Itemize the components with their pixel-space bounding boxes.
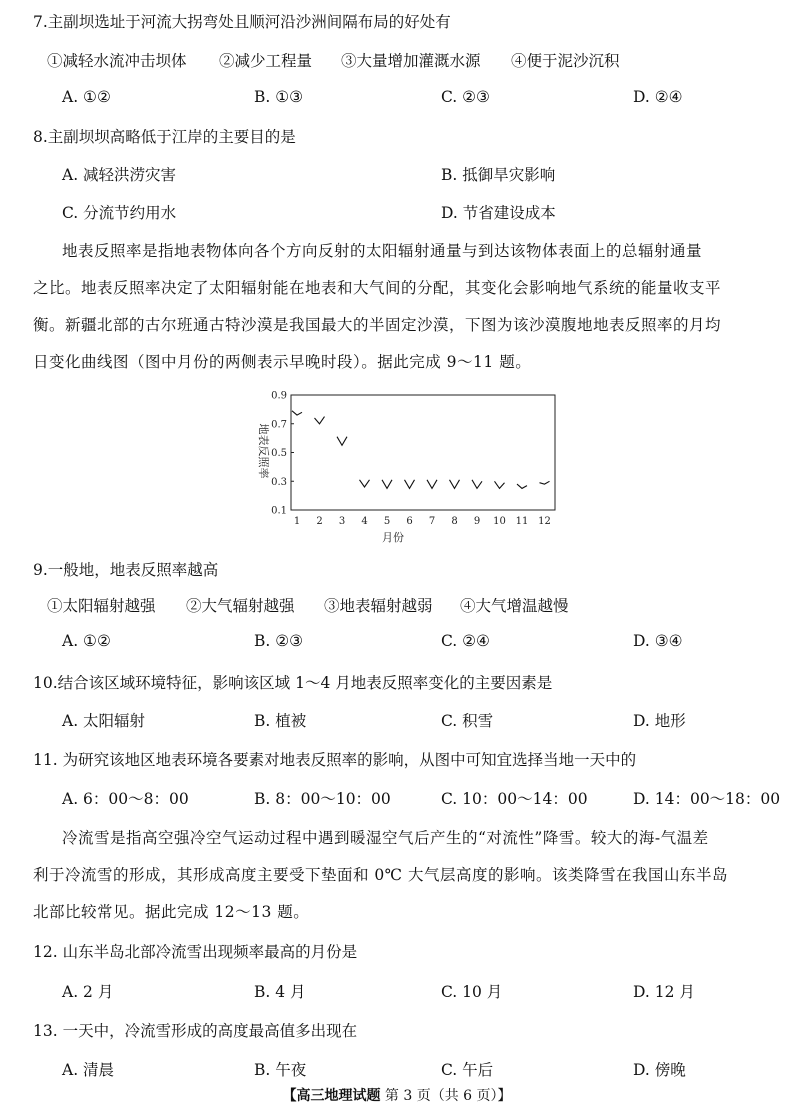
q13-option-a: A. 清晨 <box>62 1061 115 1079</box>
y-tick-label: 0.5 <box>271 448 287 459</box>
q11-stem: 11. 为研究该地区地表环境各要素对地表反照率的影响，从图中可知宜选择当地一天中的 <box>33 751 637 769</box>
q7-item-3: ③大量增加灌溉水源 <box>341 52 481 70</box>
q7-option-b: B. ①③ <box>254 88 304 106</box>
albedo-curve-month-12 <box>540 481 550 484</box>
y-tick-label: 0.7 <box>271 419 287 431</box>
q9-option-a: A. ①② <box>62 632 111 650</box>
x-tick-label: 8 <box>451 516 458 527</box>
q13-option-d: D. 傍晚 <box>633 1061 686 1079</box>
albedo-curve-month-4 <box>360 480 370 487</box>
q9-option-c: C. ②④ <box>441 632 490 650</box>
x-tick-label: 6 <box>406 516 413 527</box>
q12-option-d: D. 12 月 <box>633 983 695 1001</box>
q9-option-b: B. ②③ <box>254 632 304 650</box>
q11-option-d: D. 14：00～18：00 <box>633 790 781 808</box>
q13-stem: 13. 一天中，冷流雪形成的高度最高值多出现在 <box>33 1022 358 1040</box>
q8-option-a: A. 减轻洪涝灾害 <box>62 166 177 184</box>
x-tick-label: 4 <box>361 516 368 527</box>
q10-option-b: B. 植被 <box>254 712 307 730</box>
q13-option-c: C. 午后 <box>441 1061 494 1079</box>
passage2-line-1: 冷流雪是指高空强冷空气运动过程中遇到暖湿空气后产生的“对流性”降雪。较大的海-气温差 <box>62 829 709 847</box>
x-tick-label: 10 <box>493 516 506 527</box>
q12-option-c: C. 10 月 <box>441 983 503 1001</box>
passage1-line-2: 之比。地表反照率决定了太阳辐射能在地表和大气间的分配，其变化会影响地气系统的能量收支平 <box>33 279 722 297</box>
q10-option-a: A. 太阳辐射 <box>62 712 146 730</box>
q8-option-b: B. 抵御旱灾影响 <box>441 166 556 184</box>
q9-item-1: ①太阳辐射越强 <box>47 597 156 615</box>
q7-option-c: C. ②③ <box>441 88 490 106</box>
albedo-curve-month-7 <box>427 480 437 489</box>
x-tick-label: 2 <box>316 516 323 527</box>
q7-option-a: A. ①② <box>62 88 111 106</box>
q11-option-b: B. 8：00～10：00 <box>254 790 391 808</box>
albedo-chart <box>240 386 560 546</box>
x-tick-label: 3 <box>338 516 346 527</box>
albedo-curve-month-10 <box>495 481 505 488</box>
q12-stem: 12. 山东半岛北部冷流雪出现频率最高的月份是 <box>33 943 358 961</box>
passage1-line-4: 日变化曲线图（图中月份的两侧表示早晚时段）。据此完成 9～11 题。 <box>33 353 532 371</box>
passage2-line-3: 北部比较常见。据此完成 12～13 题。 <box>33 903 310 921</box>
x-tick-label: 9 <box>473 516 481 527</box>
albedo-curve-month-2 <box>315 417 325 424</box>
q9-item-2: ②大气辐射越强 <box>186 597 295 615</box>
y-tick-label: 0.3 <box>271 476 287 488</box>
q10-option-d: D. 地形 <box>633 712 686 730</box>
q8-option-c: C. 分流节约用水 <box>62 204 177 222</box>
q7-item-2: ②减少工程量 <box>219 52 313 70</box>
q7-item-4: ④便于泥沙沉积 <box>511 52 620 70</box>
albedo-curve-month-3 <box>337 437 347 446</box>
q12-option-b: B. 4 月 <box>254 983 306 1001</box>
chart-x-axis-label: 月份 <box>382 531 404 544</box>
q9-item-3: ③地表辐射越弱 <box>324 597 433 615</box>
y-tick-label: 0.1 <box>271 505 287 517</box>
x-tick-label: 7 <box>428 516 436 527</box>
q11-option-a: A. 6：00～8：00 <box>62 790 189 808</box>
q9-stem: 9.一般地，地表反照率越高 <box>33 561 219 579</box>
q11-option-c: C. 10：00～14：00 <box>441 790 588 808</box>
q8-option-d: D. 节省建设成本 <box>441 204 556 222</box>
y-tick-label: 0.9 <box>271 390 287 402</box>
albedo-curve-month-1 <box>292 411 302 415</box>
q7-item-1: ①减轻水流冲击坝体 <box>47 52 187 70</box>
q10-option-c: C. 积雪 <box>441 712 494 730</box>
albedo-curve-month-11 <box>517 484 527 488</box>
x-tick-label: 1 <box>293 516 301 527</box>
albedo-curve-month-8 <box>450 480 460 489</box>
footer-page: 第 3 页（共 6 页）】 <box>384 1088 512 1104</box>
passage1-line-3: 衡。新疆北部的古尔班通古特沙漠是我国最大的半固定沙漠，下图为该沙漠腹地地表反照率的月均 <box>33 316 722 334</box>
chart-plot-frame <box>291 395 555 510</box>
albedo-curve-month-5 <box>382 480 392 489</box>
q7-stem: 7.主副坝选址于河流大拐弯处且顺河沿沙洲间隔布局的好处有 <box>33 13 451 31</box>
q9-item-4: ④大气增温越慢 <box>460 597 569 615</box>
albedo-curve-month-9 <box>472 480 482 489</box>
q9-option-d: D. ③④ <box>633 632 683 650</box>
albedo-curve-month-6 <box>405 480 415 489</box>
chart-y-axis-label: 地表反照率 <box>257 423 270 479</box>
x-tick-label: 12 <box>538 516 551 527</box>
q7-option-d: D. ②④ <box>633 88 683 106</box>
q13-option-b: B. 午夜 <box>254 1061 307 1079</box>
q10-stem: 10.结合该区域环境特征，影响该区域 1～4 月地表反照率变化的主要因素是 <box>33 674 553 692</box>
q12-option-a: A. 2 月 <box>62 983 114 1001</box>
x-tick-label: 5 <box>383 516 391 527</box>
page-footer <box>0 1085 794 1105</box>
passage2-line-2: 利于冷流雪的形成，其形成高度主要受下垫面和 0℃ 大气层高度的影响。该类降雪在我国山东半岛 <box>33 866 729 884</box>
passage1-line-1: 地表反照率是指地表物体向各个方向反射的太阳辐射通量与到达该物体表面上的总辐射通量 <box>62 242 703 260</box>
q8-stem: 8.主副坝坝高略低于江岸的主要目的是 <box>33 128 296 146</box>
footer-title: 【高三地理试题 <box>282 1088 381 1104</box>
x-tick-label: 11 <box>515 516 529 527</box>
